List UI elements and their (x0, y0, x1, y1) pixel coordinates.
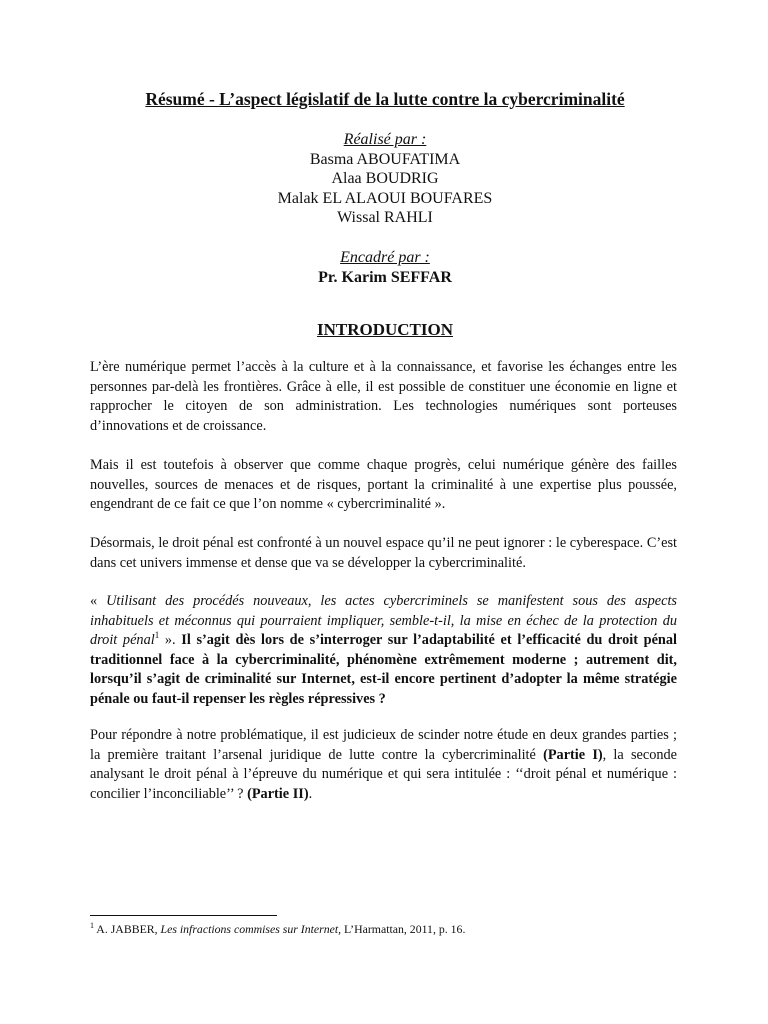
authors-label: Réalisé par : (343, 131, 427, 148)
introduction-heading: INTRODUCTION (316, 320, 454, 339)
supervisor-name: Pr. Karim SEFFAR (318, 268, 452, 286)
footnote (90, 921, 680, 937)
supervisor-label: Encadré par : (340, 249, 430, 266)
author-name: Wissal RAHLI (337, 209, 433, 226)
footnote-work-title: Les infractions commises sur Internet (160, 922, 339, 936)
author-name: Alaa BOUDRIG (331, 170, 439, 187)
quoted-text: Utilisant des procédés nouveaux, les actes cybercriminels se manifestent sous des aspects inhabituels et méconnus qui pourraient impliquer, semble-t-il, la mise en échec de la protection du droit pénal (90, 593, 677, 649)
footnote-reference[interactable]: 1 (154, 630, 160, 641)
quote-close: ». (159, 632, 182, 649)
paragraph-2: Mais il est toutefois à observer que comme chaque progrès, celui numérique génère des failles nouvelles, sources de menaces et de risques, portant la criminalité à une expertise plus poussée, engendrant de ce fait ce que l’on nomme « cybercriminalité ». (90, 457, 677, 513)
footnote-publication: , L’Harmattan, 2011, p. 16. (338, 922, 466, 936)
supervisor-block (90, 248, 680, 287)
paragraph-3: Désormais, le droit pénal est confronté à un nouvel espace qu’il ne peut ignorer : le cyberespace. C’est dans cet univers immense et dense que va se développer la cybercriminalité. (90, 535, 677, 571)
author-name: Malak EL ALAOUI BOUFARES (277, 189, 493, 207)
quote-open: « (90, 593, 107, 609)
plan-text-c: . (308, 785, 313, 802)
part-1-label: (Partie I) (543, 746, 603, 763)
author-name: Basma ABOUFATIMA (309, 150, 461, 168)
footnote-separator (90, 915, 277, 916)
footnote-author: A. JABBER, (94, 922, 161, 936)
plan-text-b: , la seconde analysant le droit pénal à l’épreuve du numérique et qui sera intitulée : ‘‘droit pénal et numérique : concilier l’inconciliable’’ ? (90, 746, 677, 802)
paragraph-1: L’ère numérique permet l’accès à la culture et à la connaissance, et favorise les échanges entre les personnes par-delà les frontières. Grâce à elle, il est possible de constituer une économie en ligne et rapprocher le citoyen de son administration. Les technologies numériques sont porteuses d’innovations et de croissance. (90, 359, 677, 434)
paragraph-4 (90, 592, 677, 710)
footnote-number: 1 (90, 921, 94, 931)
document-title: Résumé - L’aspect législatif de la lutte contre la cybercriminalité (145, 89, 625, 109)
paragraph-5 (90, 726, 677, 804)
plan-text-a: Pour répondre à notre problématique, il est judicieux de scinder notre étude en deux grandes parties ; la première traitant l’arsenal juridique de lutte contre la cybercriminalité (90, 727, 677, 763)
research-question: Il s’agit dès lors de s’interroger sur l’adaptabilité et l’efficacité du droit pénal traditionnel face à la cybercriminalité, phénomène extrêmement moderne ; autrement dit, lorsqu’il s’agit de criminalité sur Internet, est-il encore pertinent d’adopter la même stratégie pénale ou faut-il repenser les règles répressives ? (90, 632, 677, 707)
part-2-label: (Partie II) (247, 785, 309, 802)
authors-block (90, 130, 680, 228)
